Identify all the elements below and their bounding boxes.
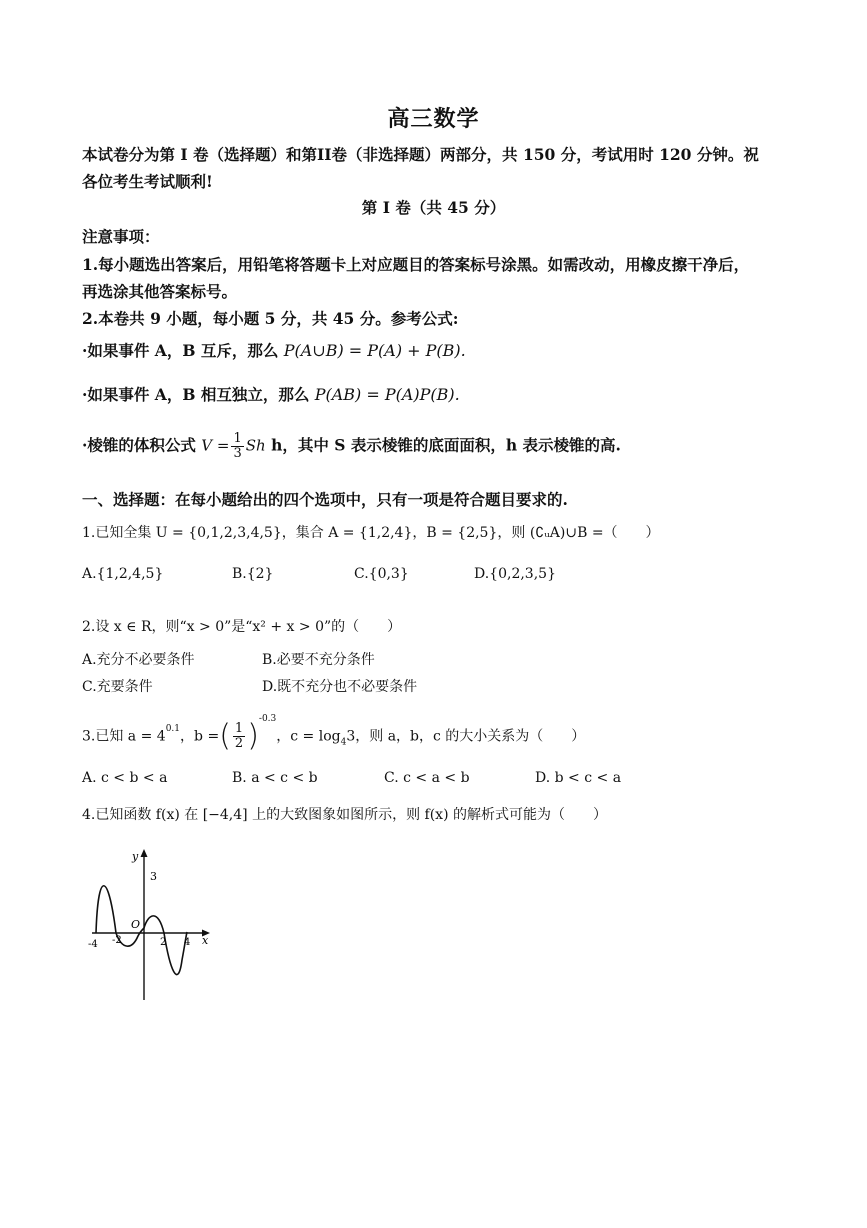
section-title: 第 I 卷（共 45 分） [361,198,506,217]
function-graph [84,840,224,1010]
q3-exp-a: 0.1 [165,724,181,734]
formula-2-expr: P(AB) = P(A)P(B). [314,385,460,404]
origin-label: O [131,918,141,931]
q2-option-c: C.充要条件 [82,679,153,695]
formula-3-post: h，其中 S 表示棱锥的底面面积，h 表示棱锥的高. [265,435,621,455]
q3-stem-c: ，c = log [276,728,341,745]
note-1-line-1: 1.每小题选出答案后，用铅笔将答题卡上对应题目的答案标号涂黑。如需改动，用橡皮擦干净后， [82,255,750,274]
formula-3 [82,432,621,461]
q1-option-a: A.{1,2,4,5} [82,566,164,582]
q3-exp-b: -0.3 [258,714,277,724]
function-curve [96,886,187,975]
note-2: 2.本卷共 9 小题，每小题 5 分，共 45 分。参考公式: [82,309,459,328]
intro-line-1: 本试卷分为第 I 卷（选择题）和第II卷（非选择题）两部分，共 150 分，考试用时 120 分钟。祝 [82,145,759,164]
q2-option-b: B.必要不充分条件 [262,652,375,668]
formula-3-sh: Sh [245,436,266,455]
q3-half-num: 1 [234,721,244,737]
formula-3-pre: ·棱锥的体积公式 [82,435,202,455]
q2-option-d: D.既不充分也不必要条件 [262,679,418,695]
x-tick-neg4: -4 [88,939,98,950]
y-tick-3: 3 [150,870,157,883]
q3-half [233,722,245,751]
x-tick-2: 2 [160,937,167,948]
formula-3-lhs: V = [201,436,230,455]
q1-option-c: C.{0,3} [354,566,409,582]
q3-option-c: C. c < a < b [384,770,470,786]
q1-option-b: B.{2} [232,566,274,582]
question-3-stem [82,716,585,759]
question-1-stem: 1.已知全集 U = {0,1,2,3,4,5}，集合 A = {1,2,4}，B = {2,5}，则 (∁ᵤA)∪B =（ ） [82,525,660,541]
q3-stem-b: ，b = [180,728,220,745]
note-1-line-2: 再选涂其他答案标号。 [82,282,238,301]
q1-option-d: D.{0,2,3,5} [474,566,556,582]
page-title: 高三数学 [387,106,480,132]
q3-right-paren: ) [247,718,259,754]
notes-heading: 注意事项： [82,227,160,246]
q3-option-d: D. b < c < a [535,770,622,786]
q3-left-paren: ( [219,718,231,754]
formula-1-text: ·如果事件 A，B 互斥，那么 [82,341,284,360]
x-tick-4: 4 [184,937,191,948]
x-axis-label: x [202,934,209,947]
formula-2-text: ·如果事件 A，B 相互独立，那么 [82,385,315,404]
y-axis-label: y [132,850,139,863]
formula-3-num: 1 [233,431,242,446]
q3-log-base: 4 [340,737,347,748]
formula-1-expr: P(A∪B) = P(A) + P(B). [283,341,466,360]
formula-3-den: 3 [233,446,242,461]
q3-stem-a: 3.已知 a = 4 [82,728,166,745]
question-2-stem: 2.设 x ∈ R，则“x > 0”是“x² + x > 0”的（ ） [82,619,402,635]
formula-3-fraction [231,432,243,461]
x-tick-neg2: -2 [112,935,122,946]
q3-option-b: B. a < c < b [232,770,318,786]
formula-1 [82,339,466,361]
formula-2 [82,383,460,405]
q3-half-den: 2 [234,736,244,752]
q2-option-a: A.充分不必要条件 [82,652,195,668]
q3-stem-d: 3，则 a，b，c 的大小关系为（ ） [346,728,586,745]
section-1-heading: 一、选择题：在每小题给出的四个选项中，只有一项是符合题目要求的. [82,490,568,509]
q3-option-a: A. c < b < a [82,770,168,786]
question-4-stem: 4.已知函数 f(x) 在 [−4,4] 上的大致图象如图所示，则 f(x) 的解析式可能为（ ） [82,807,607,823]
intro-line-2: 各位考生考试顺利! [82,172,213,191]
y-axis-arrow [141,849,148,857]
